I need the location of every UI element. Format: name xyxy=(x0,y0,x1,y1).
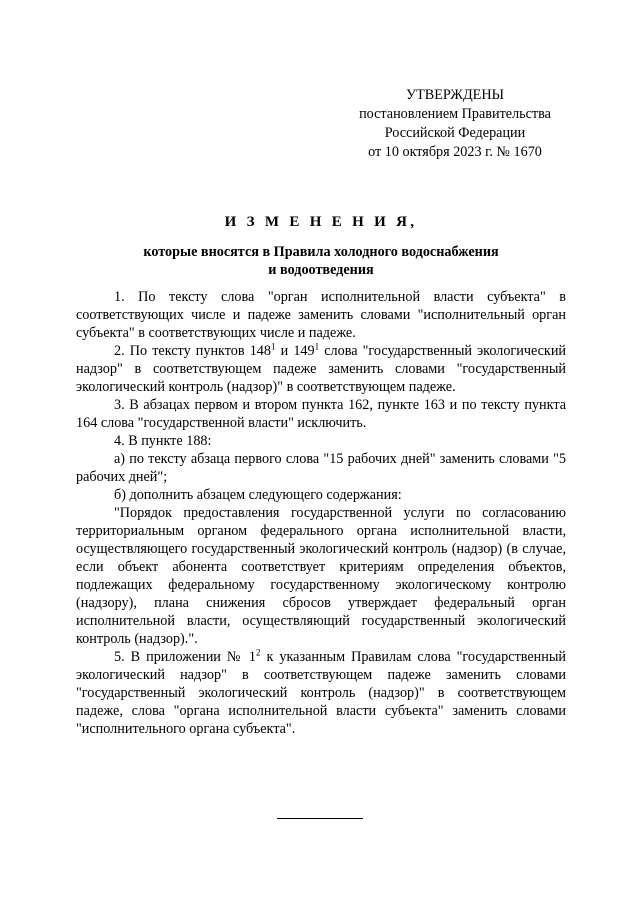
paragraph-2-part-a: 2. По тексту пунктов 148 xyxy=(114,343,271,359)
end-separator-line xyxy=(277,818,363,819)
approval-date-number: от 10 октября 2023 г. № 1670 xyxy=(368,144,542,160)
title-subtitle-line-1: которые вносятся в Правила холодного водоснабжения xyxy=(143,244,499,260)
paragraph-3: 3. В абзацах первом и втором пункта 162, пункте 163 и по тексту пункта 164 слова "государственной власти" исключить. xyxy=(76,397,566,431)
document-title xyxy=(76,212,566,279)
paragraph-4a: а) по тексту абзаца первого слова "15 рабочих дней" заменить словами "5 рабочих дней"; xyxy=(76,451,566,485)
superscript-148: 1 xyxy=(270,341,276,352)
title-subtitle xyxy=(76,243,566,279)
superscript-appendix: 2 xyxy=(256,647,261,658)
title-main: И З М Е Н Е Н И Я, xyxy=(224,214,418,230)
paragraph-4b: б) дополнить абзацем следующего содержания: xyxy=(114,487,402,503)
title-subtitle-line-2: и водоотведения xyxy=(268,262,374,278)
document-body xyxy=(76,288,566,738)
paragraph-5 xyxy=(76,648,566,738)
paragraph-1: 1. По тексту слова "орган исполнительной власти субъекта" в соответствующих числе и падеже заменить словами "исполнительный орган субъекта" в соответствующих числе и падеже. xyxy=(76,289,566,341)
paragraph-5-part-b: к указанным Правилам слова "государственный экологический надзор" в соответствующем падеже заменить словами "государственный экологический контроль (надзор)" в соответствующем падеже, слова "органа исполнительной власти субъекта" заменить словами "исполнительного органа субъекта". xyxy=(76,649,566,737)
approval-government-line: Российской Федерации xyxy=(384,125,526,141)
paragraph-2-part-c: слова "государственный экологический надзор" в соответствующем падеже заменить словами "государственный экологический контроль (надзор)" в соответствующем падеже. xyxy=(76,343,567,395)
approval-stamp xyxy=(330,86,580,162)
paragraph-2-part-b: и 149 xyxy=(275,343,315,359)
paragraph-4: 4. В пункте 188: xyxy=(114,433,212,449)
superscript-149: 1 xyxy=(314,341,320,352)
approval-decree-line: постановлением Правительства xyxy=(359,106,551,122)
paragraph-2 xyxy=(76,342,566,396)
approval-heading: УТВЕРЖДЕНЫ xyxy=(406,87,504,103)
paragraph-5-part-a: 5. В приложении № 1 xyxy=(114,649,256,665)
paragraph-4b-quote: "Порядок предоставления государственной услуги по согласованию территориальным органом федерального органа исполнительной власти, осуществляющего государственный экологический контроль (надзор) (в случае, если объект абонента соответствует критериям определения объектов, подлежащих федеральному государственному экологическому контролю (надзору), плана снижения сбросов утверждает федеральный орган исполнительной власти, осуществляющий государственный экологический контроль (надзор).". xyxy=(76,505,566,647)
